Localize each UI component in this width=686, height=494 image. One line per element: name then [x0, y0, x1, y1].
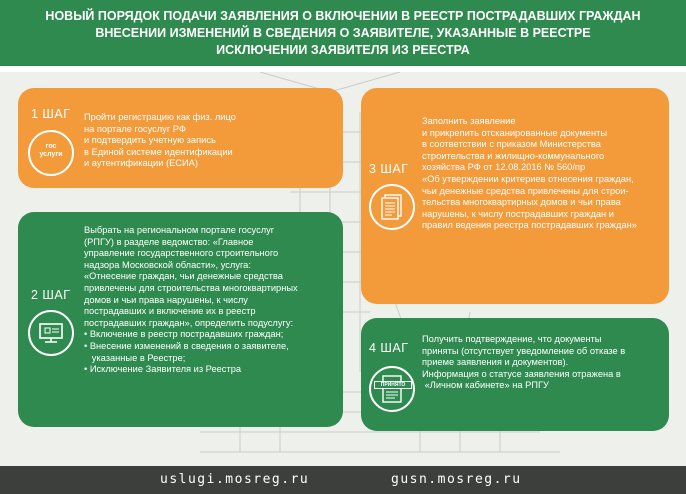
- gosuslugi-icon: [28, 130, 74, 176]
- step-3-line: строительства и жилищно-коммунального: [422, 150, 605, 161]
- step-2-label: 2 ШАГ: [31, 288, 71, 302]
- step-2-line: • Исключение Заявителя из Реестра: [84, 364, 242, 375]
- step-3-line: нарушены, к числу пострадавших граждан и: [422, 208, 614, 219]
- step-3-line: чьи денежные средства привлечены для строи-: [422, 185, 629, 196]
- step-3-label: 3 ШАГ: [369, 162, 409, 176]
- step-2-line: домов и чьи права нарушены, к числу: [84, 294, 248, 305]
- title-line-2: ВНЕСЕНИИ ИЗМЕНЕНИЙ В СВЕДЕНИЯ О ЗАЯВИТЕЛЕ, УКАЗАННЫЕ В РЕЕСТРЕ: [95, 26, 591, 40]
- step-2-line: Выбрать на региональном портале госуслуг: [84, 225, 275, 235]
- step-4-card: [361, 318, 669, 431]
- step-2-line: • Включение в реестр пострадавших граждан;: [84, 329, 284, 340]
- title-line-3: ИСКЛЮЧЕНИИ ЗАЯВИТЕЛЯ ИЗ РЕЕСТРА: [216, 43, 470, 57]
- step-3-text: [422, 116, 637, 232]
- step-4-label: 4 ШАГ: [369, 341, 409, 355]
- step-3-line: Заполнить заявление: [422, 116, 516, 126]
- step-2-line: привлечены для строительства многоквартирных: [84, 282, 298, 293]
- step-4-line: Информация о статусе заявления отражена в: [422, 368, 621, 379]
- step-1-card: [18, 88, 343, 188]
- step-3-line: правил ведения реестра пострадавших граждан»: [422, 220, 637, 231]
- accepted-stamp-icon: [369, 366, 415, 412]
- title-line-1: НОВЫЙ ПОРЯДОК ПОДАЧИ ЗАЯВЛЕНИЯ О ВКЛЮЧЕНИИ В РЕЕСТР ПОСТРАДАВШИХ ГРАЖДАН: [45, 9, 641, 23]
- step-2-line: указанные в Реестре;: [84, 352, 186, 363]
- step-2-line: управление государственного строительного: [84, 248, 279, 259]
- footer-bar: [0, 466, 686, 494]
- accepted-doc-glyph: [371, 368, 413, 410]
- step-1-label: 1 ШАГ: [31, 107, 71, 121]
- step-2-text: [84, 225, 298, 376]
- documents-icon: [369, 184, 415, 230]
- step-4-line: приняты (отсутствует уведомление об отказе в: [422, 345, 626, 356]
- content-area: [0, 72, 686, 466]
- step-3-line: и прикрепить отсканированные документы: [422, 127, 608, 138]
- step-4-text: [422, 334, 625, 392]
- step-3-line: тельства многоквартирных домов и чьи права: [422, 197, 621, 208]
- monitor-icon: [28, 310, 74, 356]
- monitor-icon-glyph: [30, 312, 72, 354]
- step-1-text: [84, 112, 236, 170]
- documents-icon-glyph: [371, 186, 413, 228]
- step-2-line: (РПГУ) в разделе ведомство: «Главное: [84, 236, 254, 247]
- step-3-line: в соответствии с приказом Министерства: [422, 139, 601, 150]
- step-2-line: надзора Московской области», услуга:: [84, 259, 251, 270]
- step-1-line: в Единой системе идентификации: [84, 146, 233, 157]
- gosuslugi-icon-text-top: гос: [45, 143, 57, 150]
- step-2-line: «Отнесение граждан, чьи денежные средства: [84, 271, 283, 282]
- step-1-line: на портале госуслуг РФ: [84, 123, 186, 134]
- step-4-line: «Личном кабинете» на РПГУ: [422, 380, 549, 391]
- footer-link-gusn[interactable]: gusn.mosreg.ru: [391, 472, 522, 487]
- step-2-line: пострадавших и включение их в реестр: [84, 306, 256, 317]
- step-1-line: и аутентификации (ЕСИА): [84, 158, 198, 169]
- step-1-line: и подтвердить учетную запись: [84, 135, 216, 146]
- step-3-card: [361, 88, 669, 304]
- step-2-line: пострадавших граждан», определить подуслугу:: [84, 317, 294, 328]
- step-2-line: • Внесение изменений в сведения о заявителе,: [84, 340, 289, 351]
- gosuslugi-icon-text-bottom: услуги: [39, 151, 63, 158]
- step-1-line: Пройти регистрацию как физ. лицо: [84, 112, 236, 122]
- accepted-stamp-text: ПРИНЯТО: [374, 381, 412, 389]
- step-3-line: хозяйства РФ от 12.08.2016 № 560/пр: [422, 162, 586, 173]
- step-4-line: Получить подтверждение, что документы: [422, 334, 602, 344]
- banner-header: [0, 0, 686, 66]
- step-2-card: [18, 212, 343, 427]
- step-4-line: приеме заявления и документов).: [422, 357, 569, 368]
- footer-link-uslugi[interactable]: uslugi.mosreg.ru: [160, 472, 310, 487]
- step-3-line: «Об утверждении критериев отнесения граждан,: [422, 173, 634, 184]
